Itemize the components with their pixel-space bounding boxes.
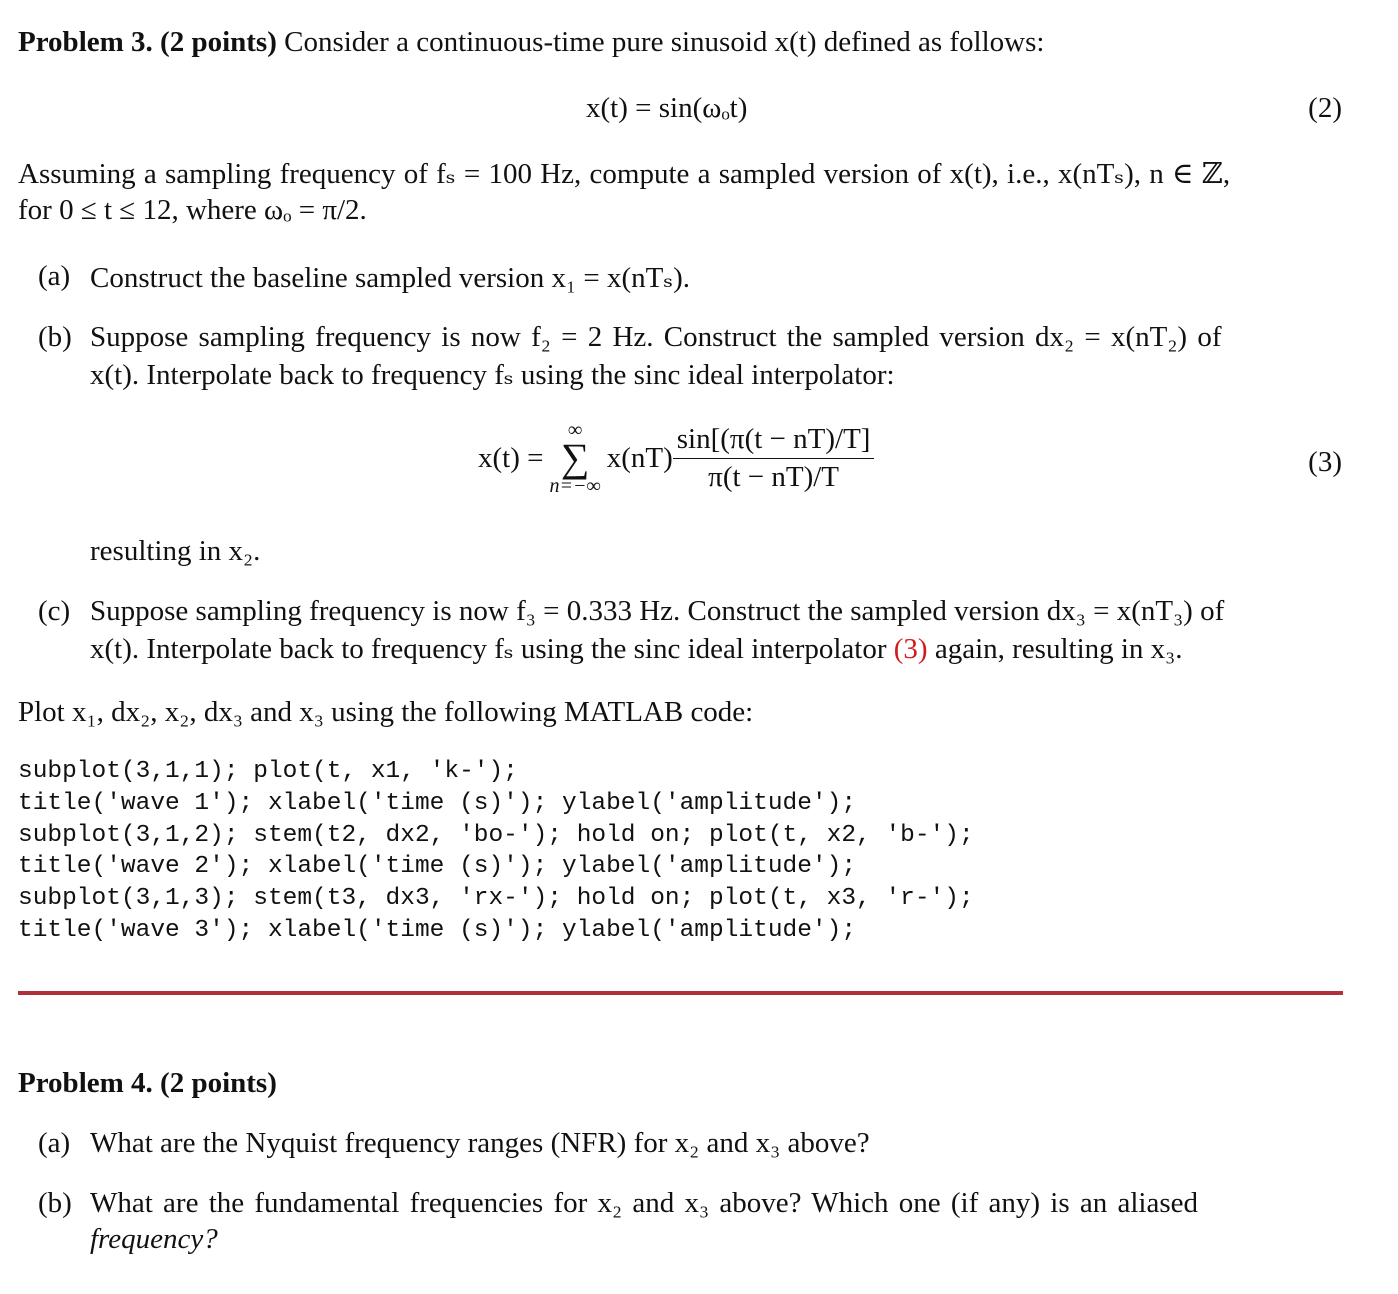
code-line: subplot(3,1,1); plot(t, x1, 'k-'); bbox=[18, 758, 518, 785]
equation-3 bbox=[478, 420, 874, 496]
section-divider bbox=[18, 991, 1343, 995]
equation-3-term: x(nT) bbox=[606, 441, 673, 474]
fraction-numerator: sin[(π(t − nT)/T] bbox=[673, 423, 875, 459]
sum-lower-limit: n=−∞ bbox=[549, 475, 601, 497]
matlab-code-block bbox=[18, 756, 974, 947]
problem4-heading-line bbox=[18, 1067, 277, 1100]
sum-upper-limit: ∞ bbox=[567, 419, 583, 441]
problem3-heading-line bbox=[18, 26, 1044, 59]
problem3-heading: Problem 3. bbox=[18, 26, 153, 58]
equation-3-number: (3) bbox=[1308, 446, 1342, 478]
code-line: title('wave 3'); xlabel('time (s)'); ylabel('amplitude'); bbox=[18, 916, 857, 944]
item-4a-text: What are the Nyquist frequency ranges (NFR) for x₂ and x₃ above? bbox=[90, 1127, 870, 1159]
fraction-denominator: π(t − nT)/T bbox=[708, 460, 840, 493]
assumption-line-1: Assuming a sampling frequency of fₛ = 100 Hz, compute a sampled version of x(t), i.e., x(nTₛ), n ∈ ℤ, bbox=[18, 158, 1231, 190]
equation-2-body: x(t) = sin(ωₒt) bbox=[586, 92, 748, 124]
assumption-line-2: for 0 ≤ t ≤ 12, where ωₒ = π/2. bbox=[18, 194, 367, 226]
code-line: title('wave 1'); xlabel('time (s)'); ylabel('amplitude'); bbox=[18, 789, 857, 817]
sigma-symbol: ∑ bbox=[560, 435, 590, 480]
code-line: subplot(3,1,3); stem(t3, dx3, 'rx-'); hold on; plot(t, x3, 'r-'); bbox=[18, 885, 974, 913]
item-3c-line-2 bbox=[90, 631, 1183, 666]
item-3c-label: (c) bbox=[38, 595, 71, 627]
item-4a-label: (a) bbox=[38, 1127, 71, 1159]
code-line: subplot(3,1,2); stem(t2, dx2, 'bo-'); hold on; plot(t, x2, 'b-'); bbox=[18, 821, 974, 849]
item-4b-label: (b) bbox=[38, 1187, 72, 1219]
item-3a-label: (a) bbox=[38, 260, 71, 292]
code-line: title('wave 2'); xlabel('time (s)'); ylabel('amplitude'); bbox=[18, 853, 857, 881]
sinc-fraction bbox=[673, 423, 875, 494]
problem3-points: (2 points) bbox=[160, 26, 277, 58]
item-3c-line-2-post: again, resulting in x₃. bbox=[934, 633, 1183, 665]
item-3b-result: resulting in x₂. bbox=[90, 535, 261, 567]
equation-3-lhs: x(t) = bbox=[478, 441, 544, 474]
item-3c-line-2-pre: x(t). Interpolate back to frequency fₛ using the sinc ideal interpolator bbox=[90, 633, 887, 665]
summation bbox=[549, 420, 600, 496]
item-3c-line-1: Suppose sampling frequency is now f₃ = 0.333 Hz. Construct the sampled version dx₃ = x(nT₃) of bbox=[90, 595, 1225, 627]
equation-2-number: (2) bbox=[1308, 92, 1342, 124]
item-3b-line-2: x(t). Interpolate back to frequency fₛ using the sinc ideal interpolator: bbox=[90, 359, 895, 391]
item-3a-text: Construct the baseline sampled version x₁ = x(nTₛ). bbox=[90, 262, 690, 294]
item-3b-line-1: Suppose sampling frequency is now f₂ = 2 Hz. Construct the sampled version dx₂ = x(nT₂) of bbox=[90, 321, 1222, 353]
plot-instruction: Plot x₁, dx₂, x₂, dx₃ and x₃ using the following MATLAB code: bbox=[18, 696, 754, 728]
item-4b-line-1: What are the fundamental frequencies for x₂ and x₃ above? Which one (if any) is an aliased bbox=[90, 1187, 1199, 1219]
equation-2 bbox=[586, 92, 747, 125]
problem3-intro: Consider a continuous-time pure sinusoid x(t) defined as follows: bbox=[284, 26, 1045, 58]
item-4b-line-2: frequency? bbox=[90, 1223, 218, 1255]
problem4-points: (2 points) bbox=[160, 1067, 277, 1099]
equation-3-reference-link[interactable]: (3) bbox=[893, 633, 928, 665]
problem4-heading: Problem 4. bbox=[18, 1067, 153, 1099]
item-3b-label: (b) bbox=[38, 321, 72, 353]
